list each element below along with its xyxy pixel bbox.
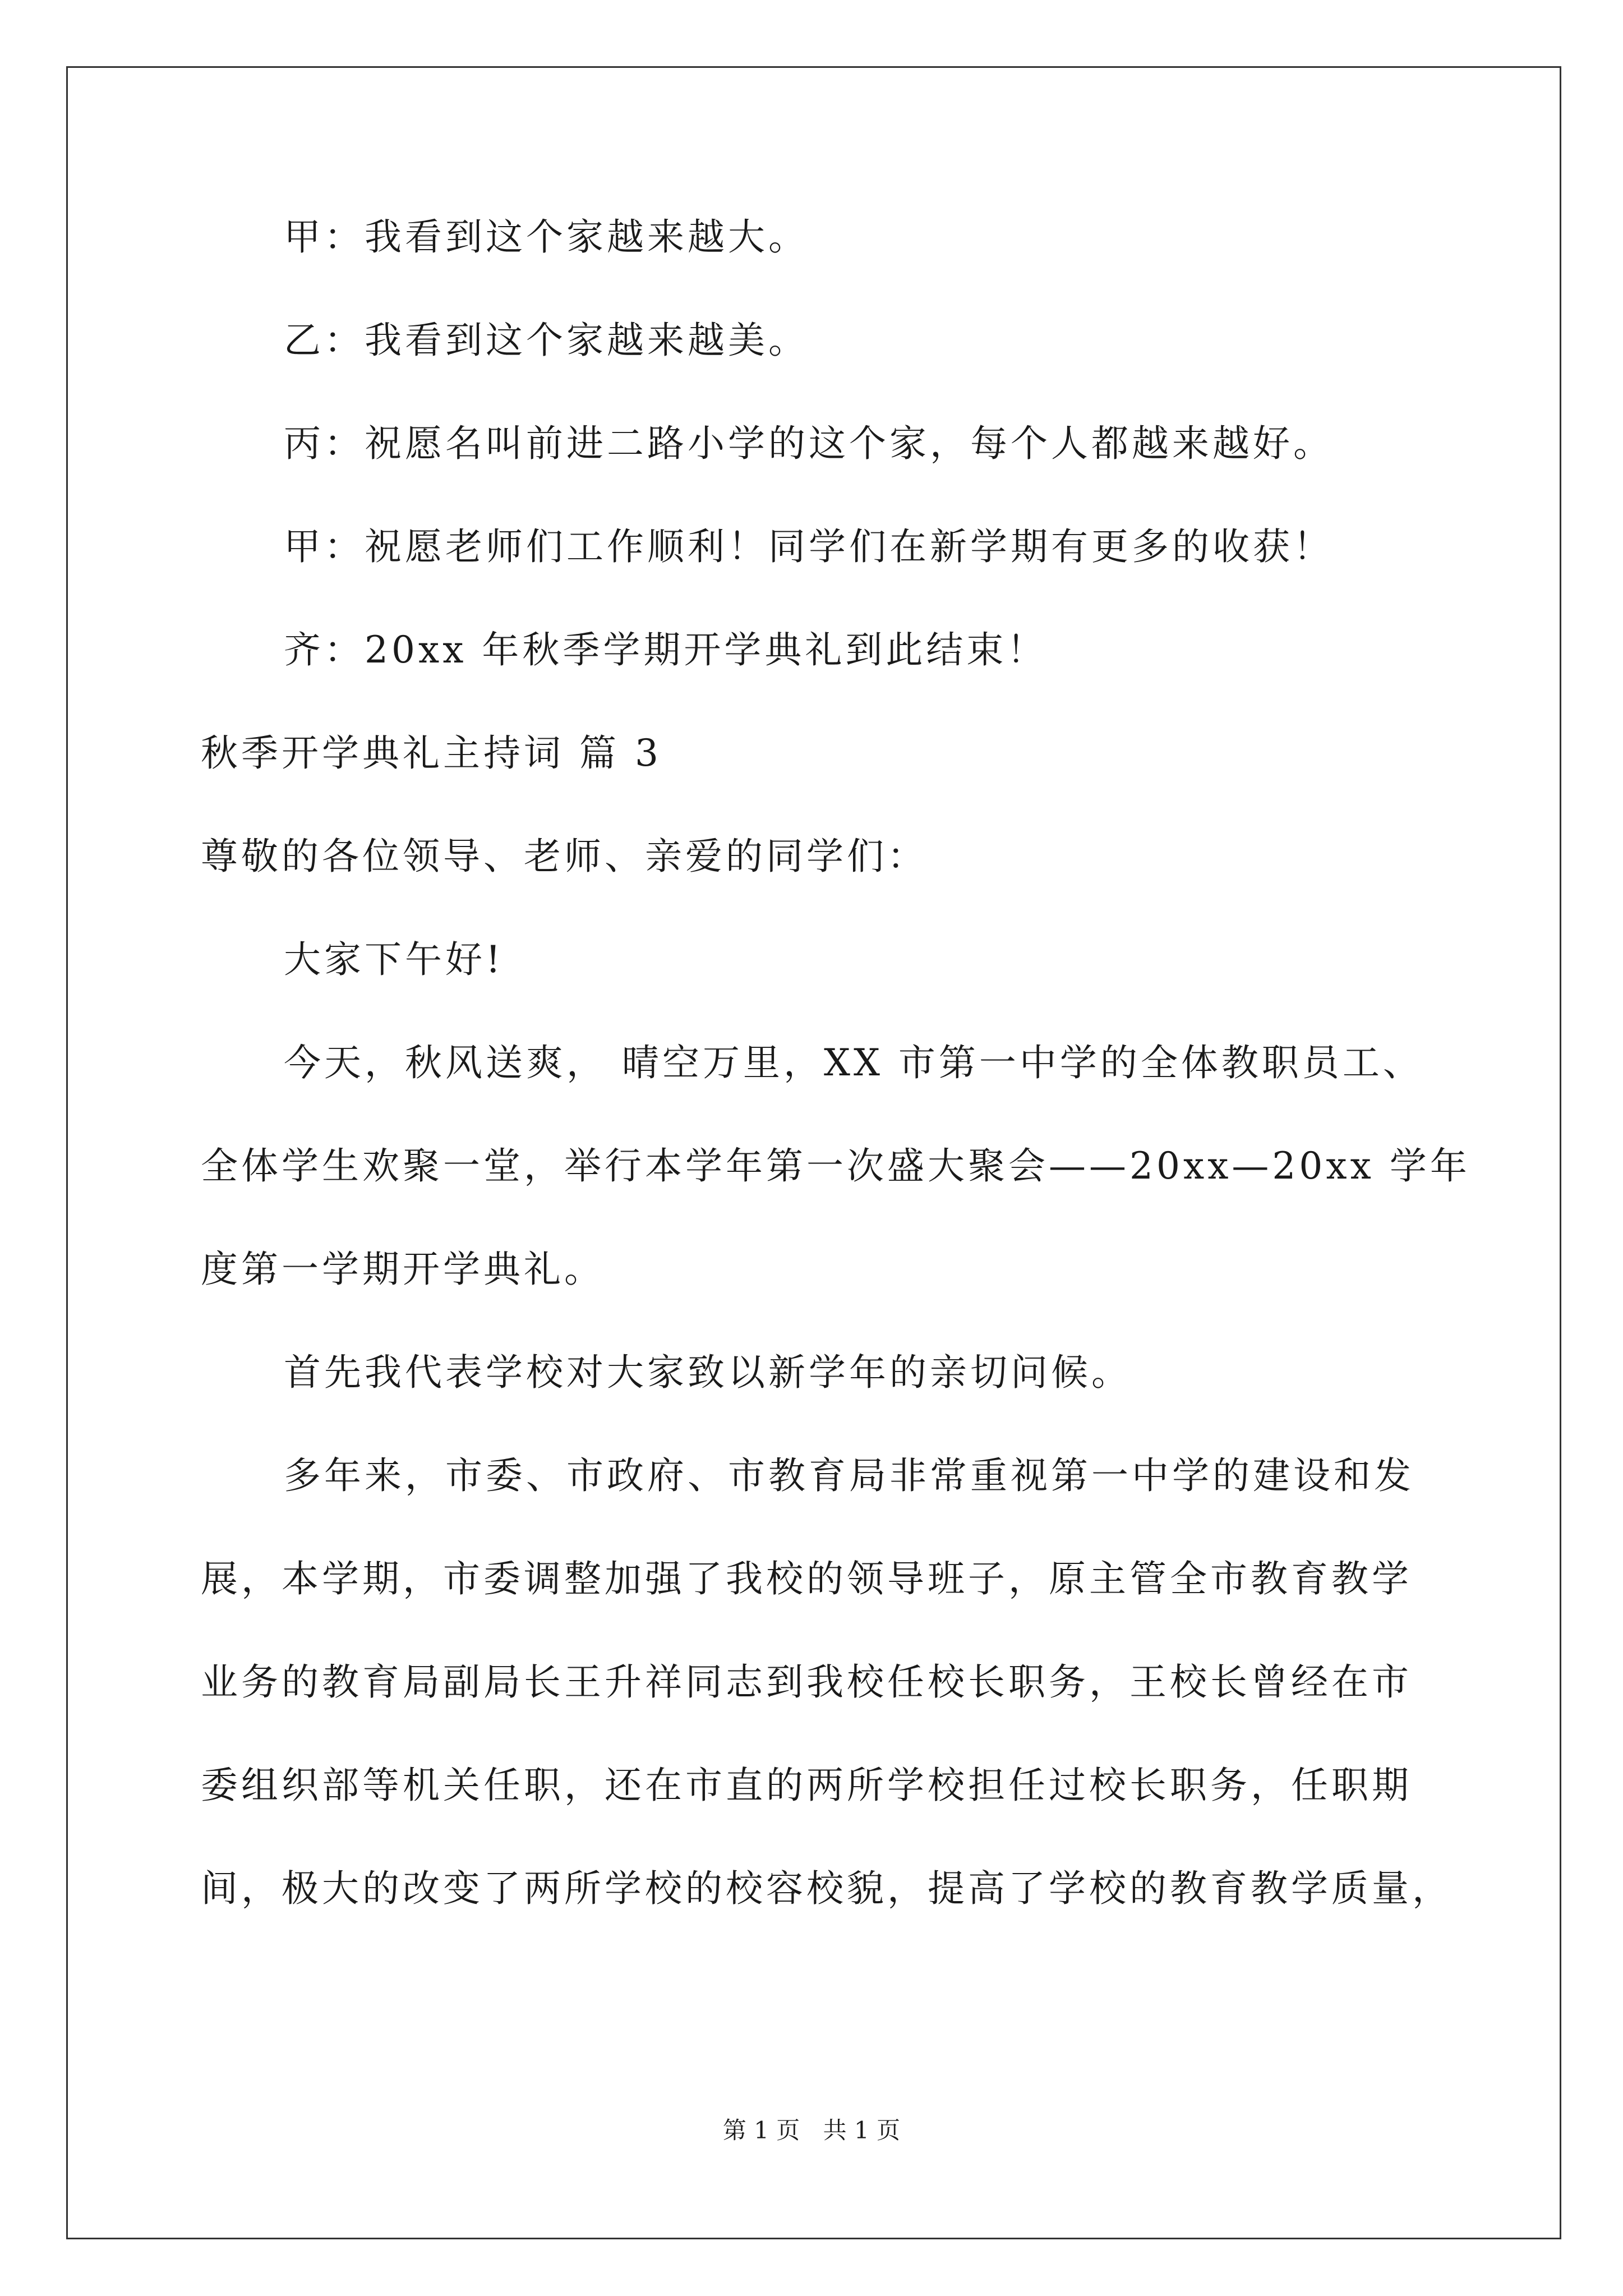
section-heading: 秋季开学典礼主持词 篇 3 [201, 731, 662, 775]
paragraph-line: 多年来，市委、市政府、市教育局非常重视第一中学的建设和发 [284, 1454, 1414, 1497]
paragraph-line: 今天，秋风送爽， 晴空万里，XX 市第一中学的全体教职员工、 [284, 1041, 1423, 1084]
paragraph-line: 全体学生欢聚一堂，举行本学年第一次盛大聚会——20xx—20xx 学年 [201, 1144, 1470, 1188]
dialogue-line: 齐：20xx 年秋季学期开学典礼到此结束！ [284, 628, 1048, 671]
paragraph-line: 间，极大的改变了两所学校的校容校貌，提高了学校的教育教学质量， [201, 1867, 1453, 1910]
salutation: 尊敬的各位领导、老师、亲爱的同学们： [201, 835, 928, 878]
page-footer [0, 2114, 1623, 2147]
paragraph-line: 业务的教育局副局长王升祥同志到我校任校长职务，王校长曾经在市 [201, 1660, 1412, 1704]
paragraph-line: 首先我代表学校对大家致以新学年的亲切问候。 [284, 1351, 1132, 1394]
paragraph-line: 度第一学期开学典礼。 [201, 1248, 605, 1291]
dialogue-line: 甲：祝愿老师们工作顺利！同学们在新学期有更多的收获！ [284, 525, 1334, 568]
dialogue-line: 丙：祝愿名叫前进二路小学的这个家，每个人都越来越好。 [284, 422, 1334, 465]
paragraph-line: 委组织部等机关任职，还在市直的两所学校担任过校长职务，任职期 [201, 1764, 1412, 1807]
page-total: 共 1 页 [823, 2116, 901, 2144]
page-number: 第 1 页 [722, 2116, 800, 2144]
paragraph-line: 展，本学期，市委调整加强了我校的领导班子，原主管全市教育教学 [201, 1557, 1412, 1600]
greeting: 大家下午好! [284, 938, 504, 981]
dialogue-line: 甲：我看到这个家越来越大。 [284, 215, 809, 259]
dialogue-line: 乙：我看到这个家越来越美。 [284, 319, 809, 362]
